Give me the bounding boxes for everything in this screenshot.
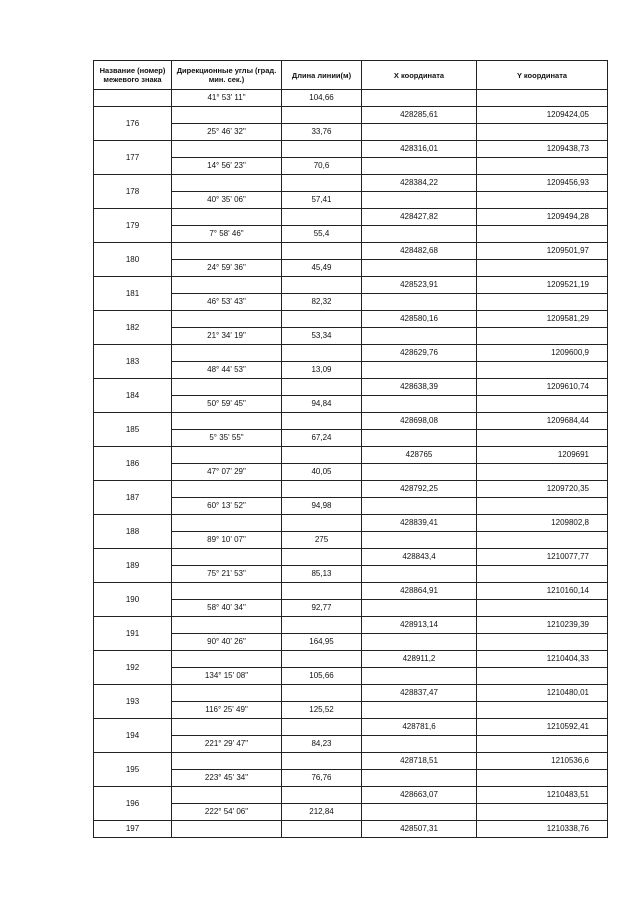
table-row <box>94 651 608 668</box>
segment-angle-empty <box>172 481 282 498</box>
point-name: 188 <box>94 515 172 549</box>
table-row <box>94 260 608 277</box>
point-y-empty <box>477 260 608 277</box>
point-x-empty <box>362 566 477 583</box>
segment-angle-empty <box>172 175 282 192</box>
point-x: 428765 <box>362 447 477 464</box>
point-y: 1210160,14 <box>477 583 608 600</box>
table-row <box>94 702 608 719</box>
segment-length: 212,84 <box>282 804 362 821</box>
point-name: 179 <box>94 209 172 243</box>
table-row <box>94 447 608 464</box>
segment-angle: 41° 53' 11" <box>172 90 282 107</box>
table-row <box>94 787 608 804</box>
point-y: 1209424,05 <box>477 107 608 124</box>
segment-angle-empty <box>172 515 282 532</box>
segment-length-empty <box>282 821 362 838</box>
segment-length: 105,66 <box>282 668 362 685</box>
segment-angle-empty <box>172 413 282 430</box>
segment-length: 40,05 <box>282 464 362 481</box>
segment-angle: 222° 54' 06" <box>172 804 282 821</box>
point-x: 428781,6 <box>362 719 477 736</box>
segment-length-empty <box>282 549 362 566</box>
segment-angle: 75° 21' 53" <box>172 566 282 583</box>
point-name-empty <box>94 90 172 107</box>
segment-angle-empty <box>172 209 282 226</box>
table-row <box>94 481 608 498</box>
table-row <box>94 685 608 702</box>
point-name: 187 <box>94 481 172 515</box>
point-y: 1209600,9 <box>477 345 608 362</box>
point-x-empty <box>362 464 477 481</box>
point-y-empty <box>477 124 608 141</box>
point-x-empty <box>362 532 477 549</box>
point-x-empty <box>362 362 477 379</box>
point-x: 428427,82 <box>362 209 477 226</box>
point-y: 1209501,97 <box>477 243 608 260</box>
point-name: 190 <box>94 583 172 617</box>
point-y: 1210404,33 <box>477 651 608 668</box>
table-row <box>94 209 608 226</box>
table-row <box>94 770 608 787</box>
segment-length: 67,24 <box>282 430 362 447</box>
point-y: 1209720,35 <box>477 481 608 498</box>
point-y-empty <box>477 430 608 447</box>
segment-angle: 90° 40' 26" <box>172 634 282 651</box>
point-y-empty <box>477 192 608 209</box>
segment-length-empty <box>282 719 362 736</box>
table-row <box>94 243 608 260</box>
segment-length-empty <box>282 447 362 464</box>
segment-angle-empty <box>172 821 282 838</box>
point-y-empty <box>477 600 608 617</box>
table-row <box>94 413 608 430</box>
segment-angle: 5° 35' 55" <box>172 430 282 447</box>
point-y-empty <box>477 328 608 345</box>
point-name: 196 <box>94 787 172 821</box>
point-x: 428507,31 <box>362 821 477 838</box>
point-name: 177 <box>94 141 172 175</box>
segment-length-empty <box>282 379 362 396</box>
segment-angle: 60° 13' 52" <box>172 498 282 515</box>
point-x-empty <box>362 260 477 277</box>
point-y-empty <box>477 634 608 651</box>
coordinates-table <box>93 60 608 838</box>
segment-length-empty <box>282 141 362 158</box>
point-x: 428911,2 <box>362 651 477 668</box>
segment-angle-empty <box>172 243 282 260</box>
point-x: 428285,61 <box>362 107 477 124</box>
segment-length: 13,09 <box>282 362 362 379</box>
header-x: Х координата <box>362 61 477 90</box>
segment-angle: 40° 35' 06" <box>172 192 282 209</box>
point-x-empty <box>362 226 477 243</box>
point-x: 428837,47 <box>362 685 477 702</box>
segment-length-empty <box>282 311 362 328</box>
segment-length-empty <box>282 209 362 226</box>
segment-length-empty <box>282 243 362 260</box>
segment-length-empty <box>282 515 362 532</box>
table-row <box>94 600 608 617</box>
segment-length: 94,98 <box>282 498 362 515</box>
table-row <box>94 821 608 838</box>
point-name: 186 <box>94 447 172 481</box>
point-y-empty <box>477 736 608 753</box>
table-row <box>94 124 608 141</box>
segment-angle: 134° 15' 08" <box>172 668 282 685</box>
table-row <box>94 226 608 243</box>
table-row <box>94 277 608 294</box>
point-x: 428864,91 <box>362 583 477 600</box>
segment-length-empty <box>282 107 362 124</box>
point-y-empty <box>477 668 608 685</box>
segment-angle: 24° 59' 36" <box>172 260 282 277</box>
segment-length: 53,34 <box>282 328 362 345</box>
table-row <box>94 175 608 192</box>
point-x-empty <box>362 328 477 345</box>
point-y: 1209438,73 <box>477 141 608 158</box>
segment-angle-empty <box>172 379 282 396</box>
point-y-empty <box>477 294 608 311</box>
table-row <box>94 328 608 345</box>
point-x: 428843,4 <box>362 549 477 566</box>
segment-length: 125,52 <box>282 702 362 719</box>
segment-angle-empty <box>172 719 282 736</box>
point-name: 191 <box>94 617 172 651</box>
table-row <box>94 753 608 770</box>
point-name: 195 <box>94 753 172 787</box>
point-x-empty <box>362 498 477 515</box>
segment-length: 76,76 <box>282 770 362 787</box>
segment-angle-empty <box>172 107 282 124</box>
point-name: 189 <box>94 549 172 583</box>
segment-angle-empty <box>172 345 282 362</box>
segment-angle-empty <box>172 617 282 634</box>
point-y: 1210592,41 <box>477 719 608 736</box>
point-x-empty <box>362 90 477 107</box>
segment-length: 104,66 <box>282 90 362 107</box>
point-x: 428638,39 <box>362 379 477 396</box>
point-y: 1209494,28 <box>477 209 608 226</box>
segment-angle-empty <box>172 141 282 158</box>
point-x-empty <box>362 396 477 413</box>
segment-angle: 46° 53' 43" <box>172 294 282 311</box>
point-x: 428580,16 <box>362 311 477 328</box>
segment-angle-empty <box>172 685 282 702</box>
segment-angle: 116° 25' 49" <box>172 702 282 719</box>
point-name: 181 <box>94 277 172 311</box>
table-row <box>94 634 608 651</box>
table-row <box>94 549 608 566</box>
point-y: 1209456,93 <box>477 175 608 192</box>
table-row <box>94 141 608 158</box>
point-name: 176 <box>94 107 172 141</box>
segment-length-empty <box>282 753 362 770</box>
segment-length-empty <box>282 787 362 804</box>
point-y: 1210483,51 <box>477 787 608 804</box>
point-x: 428718,51 <box>362 753 477 770</box>
segment-length: 57,41 <box>282 192 362 209</box>
segment-length-empty <box>282 583 362 600</box>
table-row <box>94 736 608 753</box>
point-x-empty <box>362 634 477 651</box>
header-length: Длина линии(м) <box>282 61 362 90</box>
segment-length: 164,95 <box>282 634 362 651</box>
point-x-empty <box>362 804 477 821</box>
segment-angle: 14° 56' 23" <box>172 158 282 175</box>
point-x: 428698,08 <box>362 413 477 430</box>
point-x-empty <box>362 192 477 209</box>
point-x: 428792,25 <box>362 481 477 498</box>
point-y-empty <box>477 804 608 821</box>
table-row <box>94 804 608 821</box>
table-row <box>94 345 608 362</box>
segment-angle-empty <box>172 787 282 804</box>
point-name: 192 <box>94 651 172 685</box>
segment-angle-empty <box>172 447 282 464</box>
table-row <box>94 294 608 311</box>
table-row <box>94 617 608 634</box>
point-x: 428316,01 <box>362 141 477 158</box>
header-row <box>94 61 608 90</box>
point-name: 197 <box>94 821 172 838</box>
table-row <box>94 566 608 583</box>
table-row <box>94 107 608 124</box>
segment-length: 70,6 <box>282 158 362 175</box>
table-row <box>94 158 608 175</box>
table-row <box>94 719 608 736</box>
point-name: 194 <box>94 719 172 753</box>
table-row <box>94 192 608 209</box>
point-y-empty <box>477 226 608 243</box>
point-x: 428839,41 <box>362 515 477 532</box>
segment-length: 82,32 <box>282 294 362 311</box>
segment-angle: 89° 10' 07" <box>172 532 282 549</box>
point-y-empty <box>477 532 608 549</box>
point-y-empty <box>477 464 608 481</box>
segment-angle-empty <box>172 277 282 294</box>
point-name: 185 <box>94 413 172 447</box>
table-row <box>94 668 608 685</box>
segment-length-empty <box>282 685 362 702</box>
segment-length: 33,76 <box>282 124 362 141</box>
point-y-empty <box>477 90 608 107</box>
point-y-empty <box>477 498 608 515</box>
point-y-empty <box>477 362 608 379</box>
point-x-empty <box>362 158 477 175</box>
point-y: 1209691 <box>477 447 608 464</box>
point-y-empty <box>477 158 608 175</box>
point-x: 428482,68 <box>362 243 477 260</box>
point-x: 428523,91 <box>362 277 477 294</box>
table-row <box>94 379 608 396</box>
point-name: 184 <box>94 379 172 413</box>
segment-length-empty <box>282 175 362 192</box>
segment-length: 84,23 <box>282 736 362 753</box>
point-y-empty <box>477 770 608 787</box>
point-name: 193 <box>94 685 172 719</box>
point-x: 428663,07 <box>362 787 477 804</box>
segment-angle-empty <box>172 651 282 668</box>
segment-angle: 25° 46' 32" <box>172 124 282 141</box>
point-x-empty <box>362 294 477 311</box>
point-x: 428629,76 <box>362 345 477 362</box>
point-y: 1209802,8 <box>477 515 608 532</box>
table-row <box>94 532 608 549</box>
point-y: 1210239,39 <box>477 617 608 634</box>
table-row <box>94 430 608 447</box>
point-y-empty <box>477 702 608 719</box>
point-x: 428384,22 <box>362 175 477 192</box>
segment-length: 85,13 <box>282 566 362 583</box>
point-x-empty <box>362 702 477 719</box>
table-row <box>94 396 608 413</box>
table-row <box>94 498 608 515</box>
table-row <box>94 464 608 481</box>
segment-length-empty <box>282 277 362 294</box>
segment-length: 92,77 <box>282 600 362 617</box>
point-x-empty <box>362 430 477 447</box>
point-y: 1210536,6 <box>477 753 608 770</box>
segment-length-empty <box>282 413 362 430</box>
segment-length-empty <box>282 481 362 498</box>
coordinates-sheet <box>93 60 607 838</box>
segment-length: 275 <box>282 532 362 549</box>
point-name: 183 <box>94 345 172 379</box>
segment-length: 55,4 <box>282 226 362 243</box>
segment-angle: 58° 40' 34" <box>172 600 282 617</box>
point-y: 1209610,74 <box>477 379 608 396</box>
segment-length-empty <box>282 651 362 668</box>
segment-length: 45,49 <box>282 260 362 277</box>
point-x-empty <box>362 668 477 685</box>
segment-angle-empty <box>172 549 282 566</box>
point-y-empty <box>477 396 608 413</box>
segment-angle-empty <box>172 311 282 328</box>
segment-angle: 221° 29' 47" <box>172 736 282 753</box>
segment-angle: 47° 07' 29" <box>172 464 282 481</box>
segment-angle-empty <box>172 583 282 600</box>
point-y: 1210338,76 <box>477 821 608 838</box>
segment-length-empty <box>282 617 362 634</box>
segment-angle: 50° 59' 45" <box>172 396 282 413</box>
table-row <box>94 362 608 379</box>
point-x: 428913,14 <box>362 617 477 634</box>
table-row <box>94 515 608 532</box>
segment-angle: 48° 44' 53" <box>172 362 282 379</box>
segment-length-empty <box>282 345 362 362</box>
point-y: 1209581,29 <box>477 311 608 328</box>
point-name: 178 <box>94 175 172 209</box>
segment-angle: 7° 58' 46" <box>172 226 282 243</box>
table-body <box>94 90 608 838</box>
header-name: Название (номер) межевого знака <box>94 61 172 90</box>
point-y-empty <box>477 566 608 583</box>
point-x-empty <box>362 770 477 787</box>
point-y: 1209684,44 <box>477 413 608 430</box>
point-x-empty <box>362 600 477 617</box>
segment-angle: 21° 34' 19" <box>172 328 282 345</box>
segment-angle: 223° 45' 34" <box>172 770 282 787</box>
point-y: 1210480,01 <box>477 685 608 702</box>
segment-angle-empty <box>172 753 282 770</box>
header-angle: Дирекционные углы (град. мин. сек.) <box>172 61 282 90</box>
table-row <box>94 90 608 107</box>
point-name: 182 <box>94 311 172 345</box>
table-row <box>94 311 608 328</box>
table-row <box>94 583 608 600</box>
point-x-empty <box>362 736 477 753</box>
point-y: 1210077,77 <box>477 549 608 566</box>
header-y: Y координата <box>477 61 608 90</box>
point-name: 180 <box>94 243 172 277</box>
point-y: 1209521,19 <box>477 277 608 294</box>
segment-length: 94,84 <box>282 396 362 413</box>
point-x-empty <box>362 124 477 141</box>
